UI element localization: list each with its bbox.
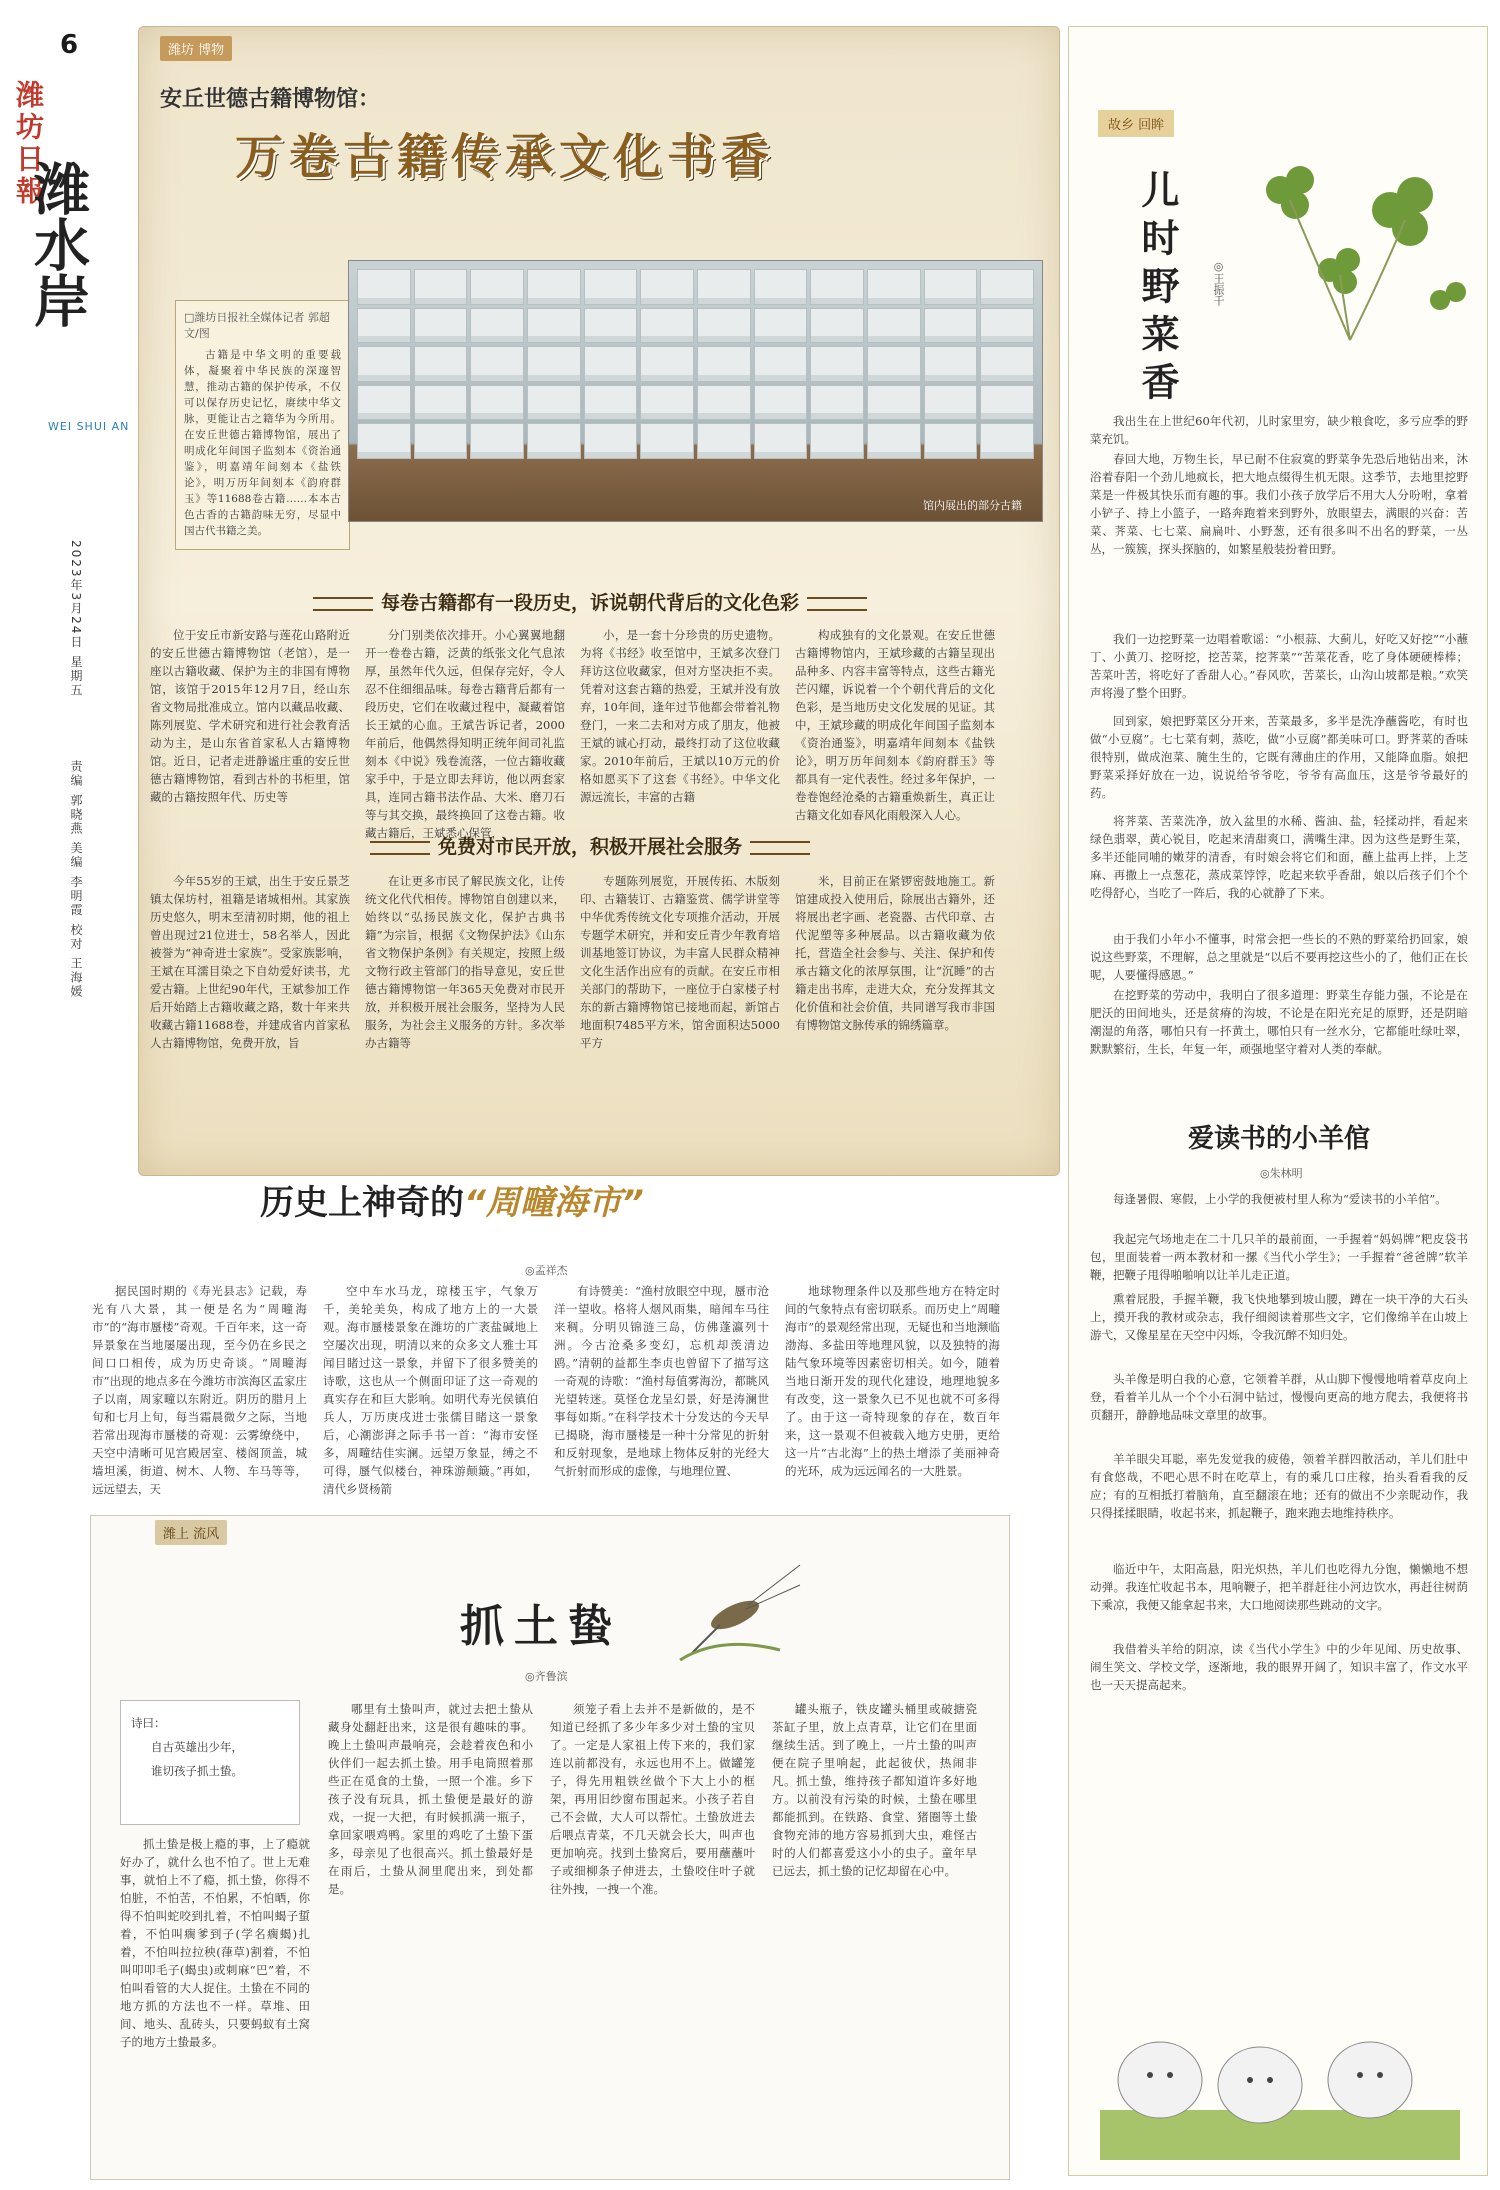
sheep-para-6: 临近中午，太阳高悬，阳光炽热，羊儿们也吃得九分饱，懒懒地不想动弹。我连忙收起书本，甩响鞭子，把羊群赶往小河边饮水，再赶往树荫下乘凉，我便又能拿起书来，大口地阅读那些跳动的文字。 — [1090, 1562, 1468, 1612]
lead-tag: 潍坊 博物 — [160, 36, 232, 61]
poem-label: 诗曰： — [131, 1716, 166, 1730]
weishang-col-1: 抓土蛰是极上瘾的事，上了瘾就好办了，就什么也不怕了。世上无难事，就怕上不了瘾，抓土蛰，你得不怕脏，不怕苦，不怕累，不怕晒，你得不怕叫蛇咬到扎着，不怕叫蝎子蜇着，不怕叫瘸爹到子(学名瘸蝎)扎着，不怕叫拉拉秧(葎草)割着，不怕叫叩叩毛子(蝎虫)或刺麻“巴”着，不怕叫看管的大人捉住。土蛰在不同的地方抓的方法也不一样。草堆、田间、地头、乱砖头，只要蚂蚁有土窝子的地方土蛰最多。 — [120, 1837, 310, 2049]
right-byline: ◎王振千 — [1212, 260, 1225, 306]
poem-line-1: 自古英雄出少年， — [151, 1740, 243, 1754]
paper-name: 潍坊日報 — [12, 80, 45, 208]
plant-illustration — [1220, 150, 1480, 350]
history-col-2: 空中车水马龙，琼楼玉宇，气象万千，美轮美奂，构成了地方上的一大景观。海市蜃楼景象在潍坊的广袤盐碱地上空屡次出现，明清以来的众多文人雅士耳闻目睹过这一景象，并留下了很多赞美的诗歌，这也从一个侧面印证了这一奇观的真实存在和巨大影响。如明代寿光侯镇伯兵人，万历庚戌进士张儒目睹这一景象后，心潮澎湃之际手书一首：“海市安怪多，周疃结佳实澜。远望万象显，缚之不可得，蜃气似楼台，神珠游颠簸。”再如，清代乡贤杨箭 — [323, 1284, 538, 1496]
sub1-col-2: 分门别类依次排开。小心翼翼地翻开一卷卷古籍，泛黄的纸张文化气息浓厚，虽然年代久远，但保存完好，令人忍不住细细品味。每卷古籍背后都有一段历史，它们在收藏过程中，凝藏着馆长王斌的心血。王斌告诉记者，2000年前后，他偶然得知明正统年间司礼监刻本《中说》残卷流落，一位古籍收藏家手中，于是立即去拜访，他以两套家具，连同古籍书法作品、大米、磨刀石等与其交换，最终换回了这卷古籍。收藏古籍后，王斌悉心保管， — [365, 628, 565, 840]
right-kicker: 故乡 回眸 — [1098, 110, 1174, 137]
history-title: 历史上神奇的“周疃海市” — [260, 1183, 644, 1223]
sheep-illustration — [1100, 1960, 1460, 2160]
masthead-en: WEI SHUI AN — [48, 420, 130, 433]
lead-subhead-1: 每卷古籍都有一段历史，诉说朝代背后的文化色彩 — [200, 588, 980, 615]
intro-box — [175, 300, 350, 550]
sub2-col-4: 米，目前正在紧锣密鼓地施工。新馆建成投入使用后，除展出古籍外，还将展出老字画、老瓷器、古代印章、古代泥塑等多种展品。以古籍收藏为依托，营造全社会参与、关注、保护和传承古籍文化的浓厚氛围，让“沉睡”的古籍走出书库，走进大众，充分发挥其文化价值和社会价值，共同谱写我市非国有博物馆文脉传承的锦绣篇章。 — [795, 874, 995, 1032]
right-para-4: 回到家，娘把野菜区分开来，苦菜最多，多半是洗净蘸酱吃，有时也做“小豆腐”。七七菜有刺，蒸吃，做“小豆腐”都美味可口。野荠菜的香味很特别，做成泡菜、腌生生的，它既有薄曲庄的作用，又能降血脂。娘把野菜采择好放在一边，说说给爷爷吃，爷爷有高血压，这是爷爷最好的药。 — [1090, 714, 1468, 800]
page-number: 6 — [60, 30, 79, 60]
weishang-byline: ◎齐鲁滨 — [525, 1670, 568, 1683]
sheep-para-1: 每逢暑假、寒假，上小学的我便被村里人称为“爱读书的小羊倌”。 — [1113, 1192, 1447, 1206]
poem-box — [120, 1700, 300, 1825]
poem-line-2: 谁切孩子抓土蛰。 — [151, 1764, 243, 1778]
sub1-col-3: 小，是一套十分珍贵的历史遗物。为将《书经》收至馆中，王斌多次登门拜访这位收藏家，但对方坚决拒不卖。凭着对这套古籍的热爱，王斌并没有放弃，10年间，逢年过节他都会带着礼物登门，一来二去和对方成了朋友，他被王斌的诚心打动，最终打动了这位收藏家。2010年前后，王斌以10万元的价格如愿买下了这套《书经》。中华文化源远流长，丰富的古籍 — [580, 628, 780, 804]
history-byline: ◎孟祥杰 — [525, 1264, 568, 1277]
sheep-para-4: 头羊像是明白我的心意，它领着羊群，从山脚下慢慢地啃着草皮向上登，看着羊儿从一个个小石洞中钻过，慢慢向更高的地方爬去，我便将书页翻开，静静地品味文章里的故事。 — [1090, 1372, 1468, 1422]
cricket-illustration — [660, 1545, 810, 1665]
masthead: 潍水岸 — [25, 160, 91, 328]
right-para-6: 由于我们小年小不懂事，时常会把一些长的不熟的野菜给扔回家，娘说这些野菜，不理解，总之里就是“以后不要再挖这些小的了，他们正在长呢，人要懂得感恩。” — [1090, 932, 1468, 982]
right-para-3: 我们一边挖野菜一边唱着歌谣：“小根蒜、大蓟儿，好吃又好挖”“小蘸丁、小黄刀、挖呀挖，挖苦菜，挖荠菜”“苦菜花香，吃了身体硬硬棒棒；苦菜叶苦，将吃好了香甜人心。”春风吹，苦菜长，山沟山坡都是粮。”欢笑声将漫了整个田野。 — [1090, 632, 1468, 700]
weishang-col-2: 哪里有土蛰叫声，就过去把土蛰从藏身处翻赶出来，这是很有趣味的事。晚上土蛰叫声最响亮，会趁着夜色和小伙伴们一起去抓土蛰。用手电筒照着那些正在觅食的土蛰，一照一个准。乡下孩子没有玩具，抓土蛰便是最好的游戏，一捉一大把，有时候抓满一瓶子，拿回家喂鸡鸭。家里的鸡吃了土蛰下蛋多，母亲见了也很高兴。抓土蛰最好是在雨后，土蛰从洞里爬出来，到处都是。 — [328, 1702, 533, 1896]
weishang-title: 抓土蛰 — [460, 1601, 622, 1652]
right-para-7: 在挖野菜的劳动中，我明白了很多道理：野菜生存能力强，不论是在肥沃的田间地头，还是贫瘠的沟坡，不论是在阳光充足的原野，还是阴暗潮湿的角落，哪怕只有一抔黄土，哪怕只有一丝水分，它都能吐绿吐翠，默默繁衍，生长，年复一年，顽强地坚守着对人类的奉献。 — [1090, 988, 1468, 1056]
history-col-1: 据民国时期的《寿光县志》记载，寿光有八大景，其一便是名为“周疃海市”的“海市蜃楼”奇观。千百年来，这一奇异景象在当地屡屡出现，至今仍在乡民之间口口相传，成为历史奇谈。“周疃海市”出现的地点多在今潍坊市滨海区孟家庄子以南，周家疃以东附近。阴历的腊月上旬和七月上旬，每当霜晨微夕之际，当地若常出现海市蜃楼的奇观：云雾缭绕中，天空中清晰可见宫殿居室、楼阁顶盖，城墙坦溪，街道、树木、人物、车马等等，远远望去，天 — [92, 1284, 307, 1496]
right-para-5: 将荠菜、苦菜洗净，放入盆里的水稀、酱油、盐，轻揉动拌，看起来绿色翡翠，黄心锐目，吃起来清甜爽口，满嘴生津。因为这些是野生菜，多半还能同哺的嫩芽的清香，有时娘会将它们和面，蘸上盐再上拌，上芝麻、再撒上一点葱花，蒸成菜饽饽，吃起来软乎香甜，娘以后孩子们个个吃得舒心，当吃了一阵后，我的心就静了下来。 — [1090, 814, 1468, 900]
weishang-col-3: 须笼子看上去并不是新做的，是不知道已经抓了多少年多少对土蛰的宝贝了。一定是人家祖上传下来的，我们家连以前都没有，永远也用不上。做罐笼子，得先用粗铁丝做个下大上小的框架，再用旧纱窗布围起来。小孩子若自己不会做，大人可以帮忙。土蛰放进去后喂点青菜，不几天就会长大，叫声也更加响亮。找到土蛰窝后，要用蘸蘸叶子或细柳条子伸进去，土蛰咬住叶子就往外拽，一拽一个准。 — [550, 1702, 755, 1896]
sheep-para-7: 我借着头羊给的阴凉，读《当代小学生》中的少年见闻、历史故事、闹生笑文、学校文学，逐渐地，我的眼界开阔了，知识丰富了，作文水平也一天天提高起来。 — [1090, 1642, 1468, 1692]
lead-subtitle: 安丘世德古籍博物馆： — [160, 87, 381, 112]
lead-title: 万卷古籍传承文化书香 — [235, 129, 776, 185]
photo-caption: 馆内展出的部分古籍 — [923, 499, 1022, 512]
library-photo — [348, 260, 1043, 522]
sheep-title: 爱读书的小羊倌 — [1187, 1124, 1370, 1154]
sub2-col-3: 专题陈列展览，开展传拓、木版刻印、古籍装订、古籍鉴赏、儒学讲堂等中华优秀传统文化专项推介活动，开展专题学术研究，并和安丘青少年教育培训基地签订协议，为丰富人民群众精神文化生活作出应有的贡献。在安丘市相关部门的帮助下，一座位于白家楼子村东的新古籍博物馆已接地而起，新馆占地面积7485平方米，馆舍面积达5000平方 — [580, 874, 780, 1050]
sheep-para-3: 熏着屁股，手握羊鞭，我飞快地攀到坡山腰，蹲在一块干净的大石头上，摸开我的教材或杂志，我仔细阅读着那些文字，它们像绵羊在山坡上游弋，又像星星在天空中闪烁，令我沉醉不知归处。 — [1090, 1292, 1468, 1342]
right-title: 儿时野菜香 — [1135, 170, 1179, 410]
right-para-1: 我出生在上世纪60年代初，儿时家里穷，缺少粮食吃，多亏应季的野菜充饥。 — [1090, 414, 1468, 446]
history-col-3: 有诗赞美：“渔村放眼空中现，蜃市沧洋一望收。格将人烟风雨集，暗闻车马往来稠。分明贝锦涟三岛，仿佛蓬瀛列十洲。今古沧桑多变幻，忘机却羡清边鸥。”清朝的益都生李贞也曾留下了描写这一奇观的诗歌：“渔村每值雾海汾，都眺风光望转迷。莫怪仓龙呈幻景，好是涛澜世事每如斯。”在科学技术十分发达的今天早已揭晓，海市蜃楼是一种十分常见的折射和反射现象，是地球上物体反射的光经大气折射而形成的虚像，与地理位置、 — [554, 1284, 769, 1478]
lead-byline: □潍坊日报社全媒体记者 郭超 文/图 — [184, 311, 330, 340]
lead-intro: 古籍是中华文明的重要载体，凝聚着中华民族的深邃智慧，推动古籍的保护传承，不仅可以保存历史记忆，赓续中华文脉，更能让古之籍华为今所用。在安丘世德古籍博物馆，展出了明成化年间国子监刻本《资治通鉴》，明嘉靖年间刻本《盐铁论》，明万历年间刻本《韵府群玉》等11688卷古籍……本本古色古香的古籍韵味无穷，尽显中国古代书籍之美。 — [184, 349, 341, 537]
weishang-tag: 潍上 流风 — [155, 1520, 227, 1545]
right-para-2: 春回大地，万物生长，早已耐不住寂寞的野菜争先恐后地钻出来，沐浴着春阳一个劲儿地疯长，把大地点缀得生机无限。这季节，去地里挖野菜是一件极其快乐而有趣的事。我们小孩子放学后不用大人分吩咐，拿着小铲子、持上小篮子，一路奔跑着来到野外，放眼望去，满眼的兴奋：苦菜、荠菜、七七菜、扁扁叶、小野葱，还有很多叫不出名的野菜，一丛丛，一簇簇，探头探脑的，如繁星般装扮着田野。 — [1090, 452, 1468, 556]
sub2-col-1: 今年55岁的王斌，出生于安丘景芝镇太保坊村，祖籍是诸城相州。其家族历史悠久，明末至清初时期，他的祖上曾出现过21位进士，58名举人，因此被誉为“神奇进士家族”。受家族影响，王斌在耳濡目染之下自幼爱好读书，尤爱古籍。上世纪90年代，王斌参加工作后开始踏上古籍收藏之路，数十年来共收藏古籍11688卷，并建成省内首家私人古籍博物馆，免费开放，旨 — [150, 874, 350, 1050]
page-date: 2023年3月24日 星期五 — [69, 540, 83, 698]
sub1-col-1: 位于安丘市新安路与莲花山路附近的安丘世德古籍博物馆（老馆），是一座以古籍收藏、保护为主的非国有博物馆，该馆于2015年12月7日，经山东省文物局批准成立。馆内以藏品收藏、陈列展览、学术研究和进行社会教育活动为主，是山东省首家私人古籍博物馆。近日，记者走进静谧庄重的安丘世德古籍博物馆，看到古朴的书柜里，馆藏的古籍按照年代、历史等 — [150, 628, 350, 804]
sheep-para-5: 羊羊眼尖耳聪，率先发觉我的疲倦，领着羊群四散活动，羊儿们肚中有食悠哉，不吧心思不时在吃草上，有的乘几口庄稼，抬头看看我的反应；有的互相抵打着脑角，直至翻滚在地；还有的做出不少亲昵动作，我只得揉揉眼睛，收起书来，抓起鞭子，跑来跑去地维持秩序。 — [1090, 1452, 1468, 1520]
sheep-para-2: 我起完气场地走在二十几只羊的最前面，一手握着“妈妈牌”粑皮袋书包，里面装着一两本教材和一摞《当代小学生》；一手握着“爸爸牌”软羊鞭，把鞭子甩得啪啪响以让羊儿走正道。 — [1090, 1232, 1468, 1282]
lead-subhead-2: 免费对市民开放，积极开展社会服务 — [200, 832, 980, 859]
weishang-col-4: 罐头瓶子，铁皮罐头桶里或破搪瓷茶缸子里，放上点青草，让它们在里面继续生活。到了晚上，一片土蛰的叫声便在院子里响起，此起彼伏，热闹非凡。抓土蛰，维持孩子都知道许多好地方。以前没有污染的时候，土蛰在哪里都能抓到。在铁路、食堂、猪圈等土蛰食物充沛的地方容易抓到大虫，难怪古时的人们都喜爱这小小的虫子。童年早已远去，抓土蛰的记忆却留在心中。 — [772, 1702, 977, 1878]
page-editors: 责编 郭晓燕 美编 李明霞 校对 王海媛 — [69, 760, 83, 1000]
history-col-4: 地球物理条件以及那些地方在特定时间的气象特点有密切联系。而历史上“周疃海市”的景观经常出现，无疑也和当地濒临渤海、多盐田等地理风貌，以及独特的海陆气象环境等因素密切相关。如今，随着当地日渐开发的现代化建设，地理地貌多有改变，这一景象久已不见也就不可多得了。由于这一奇特现象的存在，数百年来，这一景观不但被载入地方史册，更给这一片“古北海”上的热土增添了美丽神奇的光环，成为远远闻名的一大胜景。 — [785, 1284, 1000, 1478]
sub2-col-2: 在让更多市民了解民族文化，让传统文化代代相传。博物馆自创建以来，始终以“弘扬民族文化，保护古典书籍”为宗旨，根据《文物保护法》《山东省文物保护条例》有关规定，按照上级文物行政主管部门的指导意见，安丘世德古籍博物馆一年365天免费对市民开放，并积极开展社会服务，坚持为人民服务，为社会主义服务的方针。多次举办古籍等 — [365, 874, 565, 1050]
sub1-col-4: 构成独有的文化景观。在安丘世德古籍博物馆内，王斌珍藏的古籍呈现出品种多、内容丰富等特点，这些古籍光芒闪耀，诉说着一个个朝代背后的文化色彩，是当地历史文化发展的见证。其中，王斌珍藏的明成化年间国子监刻本《资治通鉴》，明嘉靖年间刻本《盐铁论》，明万历年间刻本《韵府群玉》等都具有一定代表性。经过多年保护，一卷卷饱经沧桑的古籍重焕新生，真正让古籍文化如春风化雨般深入人心。 — [795, 628, 995, 822]
sheep-byline: ◎朱林明 — [1260, 1167, 1303, 1180]
